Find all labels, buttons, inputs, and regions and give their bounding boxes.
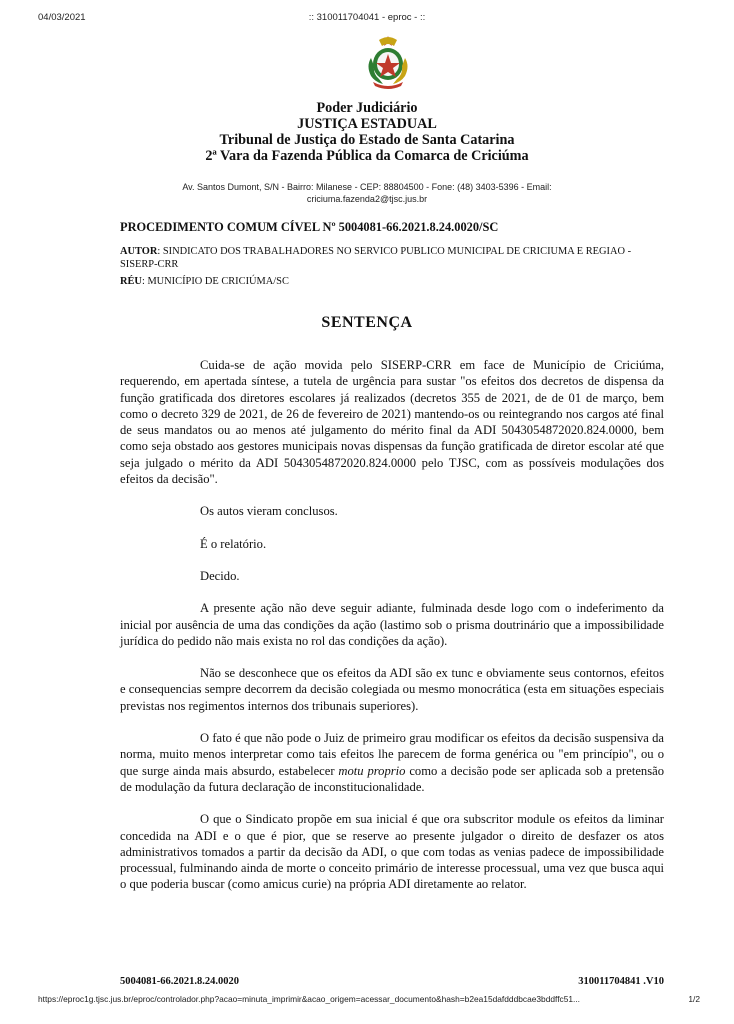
header-line-state-justice: JUSTIÇA ESTADUAL bbox=[297, 116, 437, 132]
print-header bbox=[0, 12, 734, 26]
autor-value: : SINDICATO DOS TRABALHADORES NO SERVICO PUBLICO MUNICIPAL DE CRICIUMA E REGIAO - SISERP-CRR bbox=[120, 246, 632, 270]
party-autor bbox=[120, 246, 660, 271]
autor-label: AUTOR bbox=[120, 246, 158, 257]
paragraph-decido: Decido. bbox=[200, 568, 240, 583]
header-line-judiciary: Poder Judiciário bbox=[316, 100, 418, 116]
state-coat-of-arms-icon bbox=[357, 32, 419, 94]
court-header bbox=[0, 100, 734, 164]
print-doc-id: :: 310011704041 - eproc - :: bbox=[308, 12, 426, 23]
footer-process-number: 5004081-66.2021.8.24.0020 bbox=[120, 976, 239, 987]
print-url: https://eproc1g.tjsc.jus.br/eproc/controlador.php?acao=minuta_imprimir&acao_origem=acessar_documento&hash=b2ea15dafdddbcae3bddffc51... bbox=[38, 994, 581, 1004]
paragraph-conclusos: Os autos vieram conclusos. bbox=[200, 504, 338, 519]
party-reu bbox=[120, 276, 660, 289]
paragraph-indeferimento: A presente ação não deve seguir adiante, fulminada desde logo com o indeferimento da inicial por ausência de uma das condições da ação (lastimo sob o prisma doutrinário que a impossibilidade jurídica do pedido não mais exista no rol das condições da ação). bbox=[120, 601, 664, 648]
address-line: Av. Santos Dumont, S/N - Bairro: Milanese - CEP: 88804500 - Fone: (48) 3403-5396 - Email: bbox=[182, 182, 552, 192]
paragraph-juiz-text-b: como a decisão pode ser aplicada sob a pretensão de modulação da futura declaração de inconstitucionalidade. bbox=[120, 763, 665, 794]
page-counter: 1/2 bbox=[688, 994, 700, 1004]
sentence-body bbox=[120, 357, 664, 893]
paragraph-efeitos-adi: Não se desconhece que os efeitos da ADI são ex tunc e obviamente seus contornos, efeitos e consequencias sempre decorrem da decisão colegiada ou mesmo monocrática (esta em situações especiais previstas nos regimentos internos dos tribunais superiores). bbox=[120, 666, 664, 713]
document-title: SENTENÇA bbox=[321, 314, 413, 331]
header-line-court-branch: 2ª Vara da Fazenda Pública da Comarca de Criciúma bbox=[205, 148, 529, 164]
court-address bbox=[0, 181, 734, 205]
footer-doc-version: 310011704841 .V10 bbox=[578, 976, 664, 987]
header-line-tribunal: Tribunal de Justiça do Estado de Santa Catarina bbox=[219, 132, 515, 148]
paragraph-juiz-primeiro-grau bbox=[120, 730, 664, 795]
reu-label: RÉU bbox=[120, 276, 142, 287]
paragraph-sindicato: O que o Sindicato propõe em sua inicial é que ora subscritor module os efeitos da liminar concedida na ADI e o que é pior, que se reserve ao presente julgador o direito de desfazer os atos administrativos tomados a partir da decisão da ADI, o que com todas as venias padece de impossibilidade processual, fulminando ainda de morte o conceito primário de interesse processual, uma vez que busca aqui o que poderia buscar (como amicus curie) na própria ADI diretamente ao relator. bbox=[120, 812, 664, 892]
paragraph-relatorio: É o relatório. bbox=[200, 536, 267, 551]
print-date: 04/03/2021 bbox=[38, 12, 86, 23]
paragraph-juiz-text-a: O fato é que não pode o Juiz de primeiro grau modificar os efeitos da decisão suspensiva da norma, muito menos interpretar como tais efeitos lhe parecem de forma genérica ou "em princípio", ou o que surge ainda mais absurdo, estabelecer bbox=[120, 731, 664, 778]
paragraph-intro: Cuida-se de ação movida pelo SISERP-CRR em face de Município de Criciúma, requerendo, em apertada síntese, a tutela de urgência para sustar "os efeitos dos decretos de dispensa da função gratificada dos diretores escolares já realizados (decretos 355 de 2021, de de 01 de março, bem como o decreto 329 de 2021, de 26 de fevereiro de 2021) mantendo-os ou reintegrando nos cargos até final de seus mandatos ou ao menos até julgamento do mérito final da ADI 5043054872020.824.0000, bem como seja obstado aos gestores municipais novas dispensas da função gratificada de diretor escolar até que seja julgado o mérito da ADI 5043054872020.824.0000 pelo TJSC, com as possíveis modulações dos efeitos da decisão". bbox=[120, 358, 664, 487]
paragraph-juiz-italic: motu proprio bbox=[338, 763, 406, 778]
reu-value: : MUNICÍPIO DE CRICIÚMA/SC bbox=[141, 276, 289, 287]
address-email: criciuma.fazenda2@tjsc.jus.br bbox=[306, 194, 428, 204]
procedure-number: PROCEDIMENTO COMUM CÍVEL Nº 5004081-66.2021.8.24.0020/SC bbox=[120, 220, 499, 234]
